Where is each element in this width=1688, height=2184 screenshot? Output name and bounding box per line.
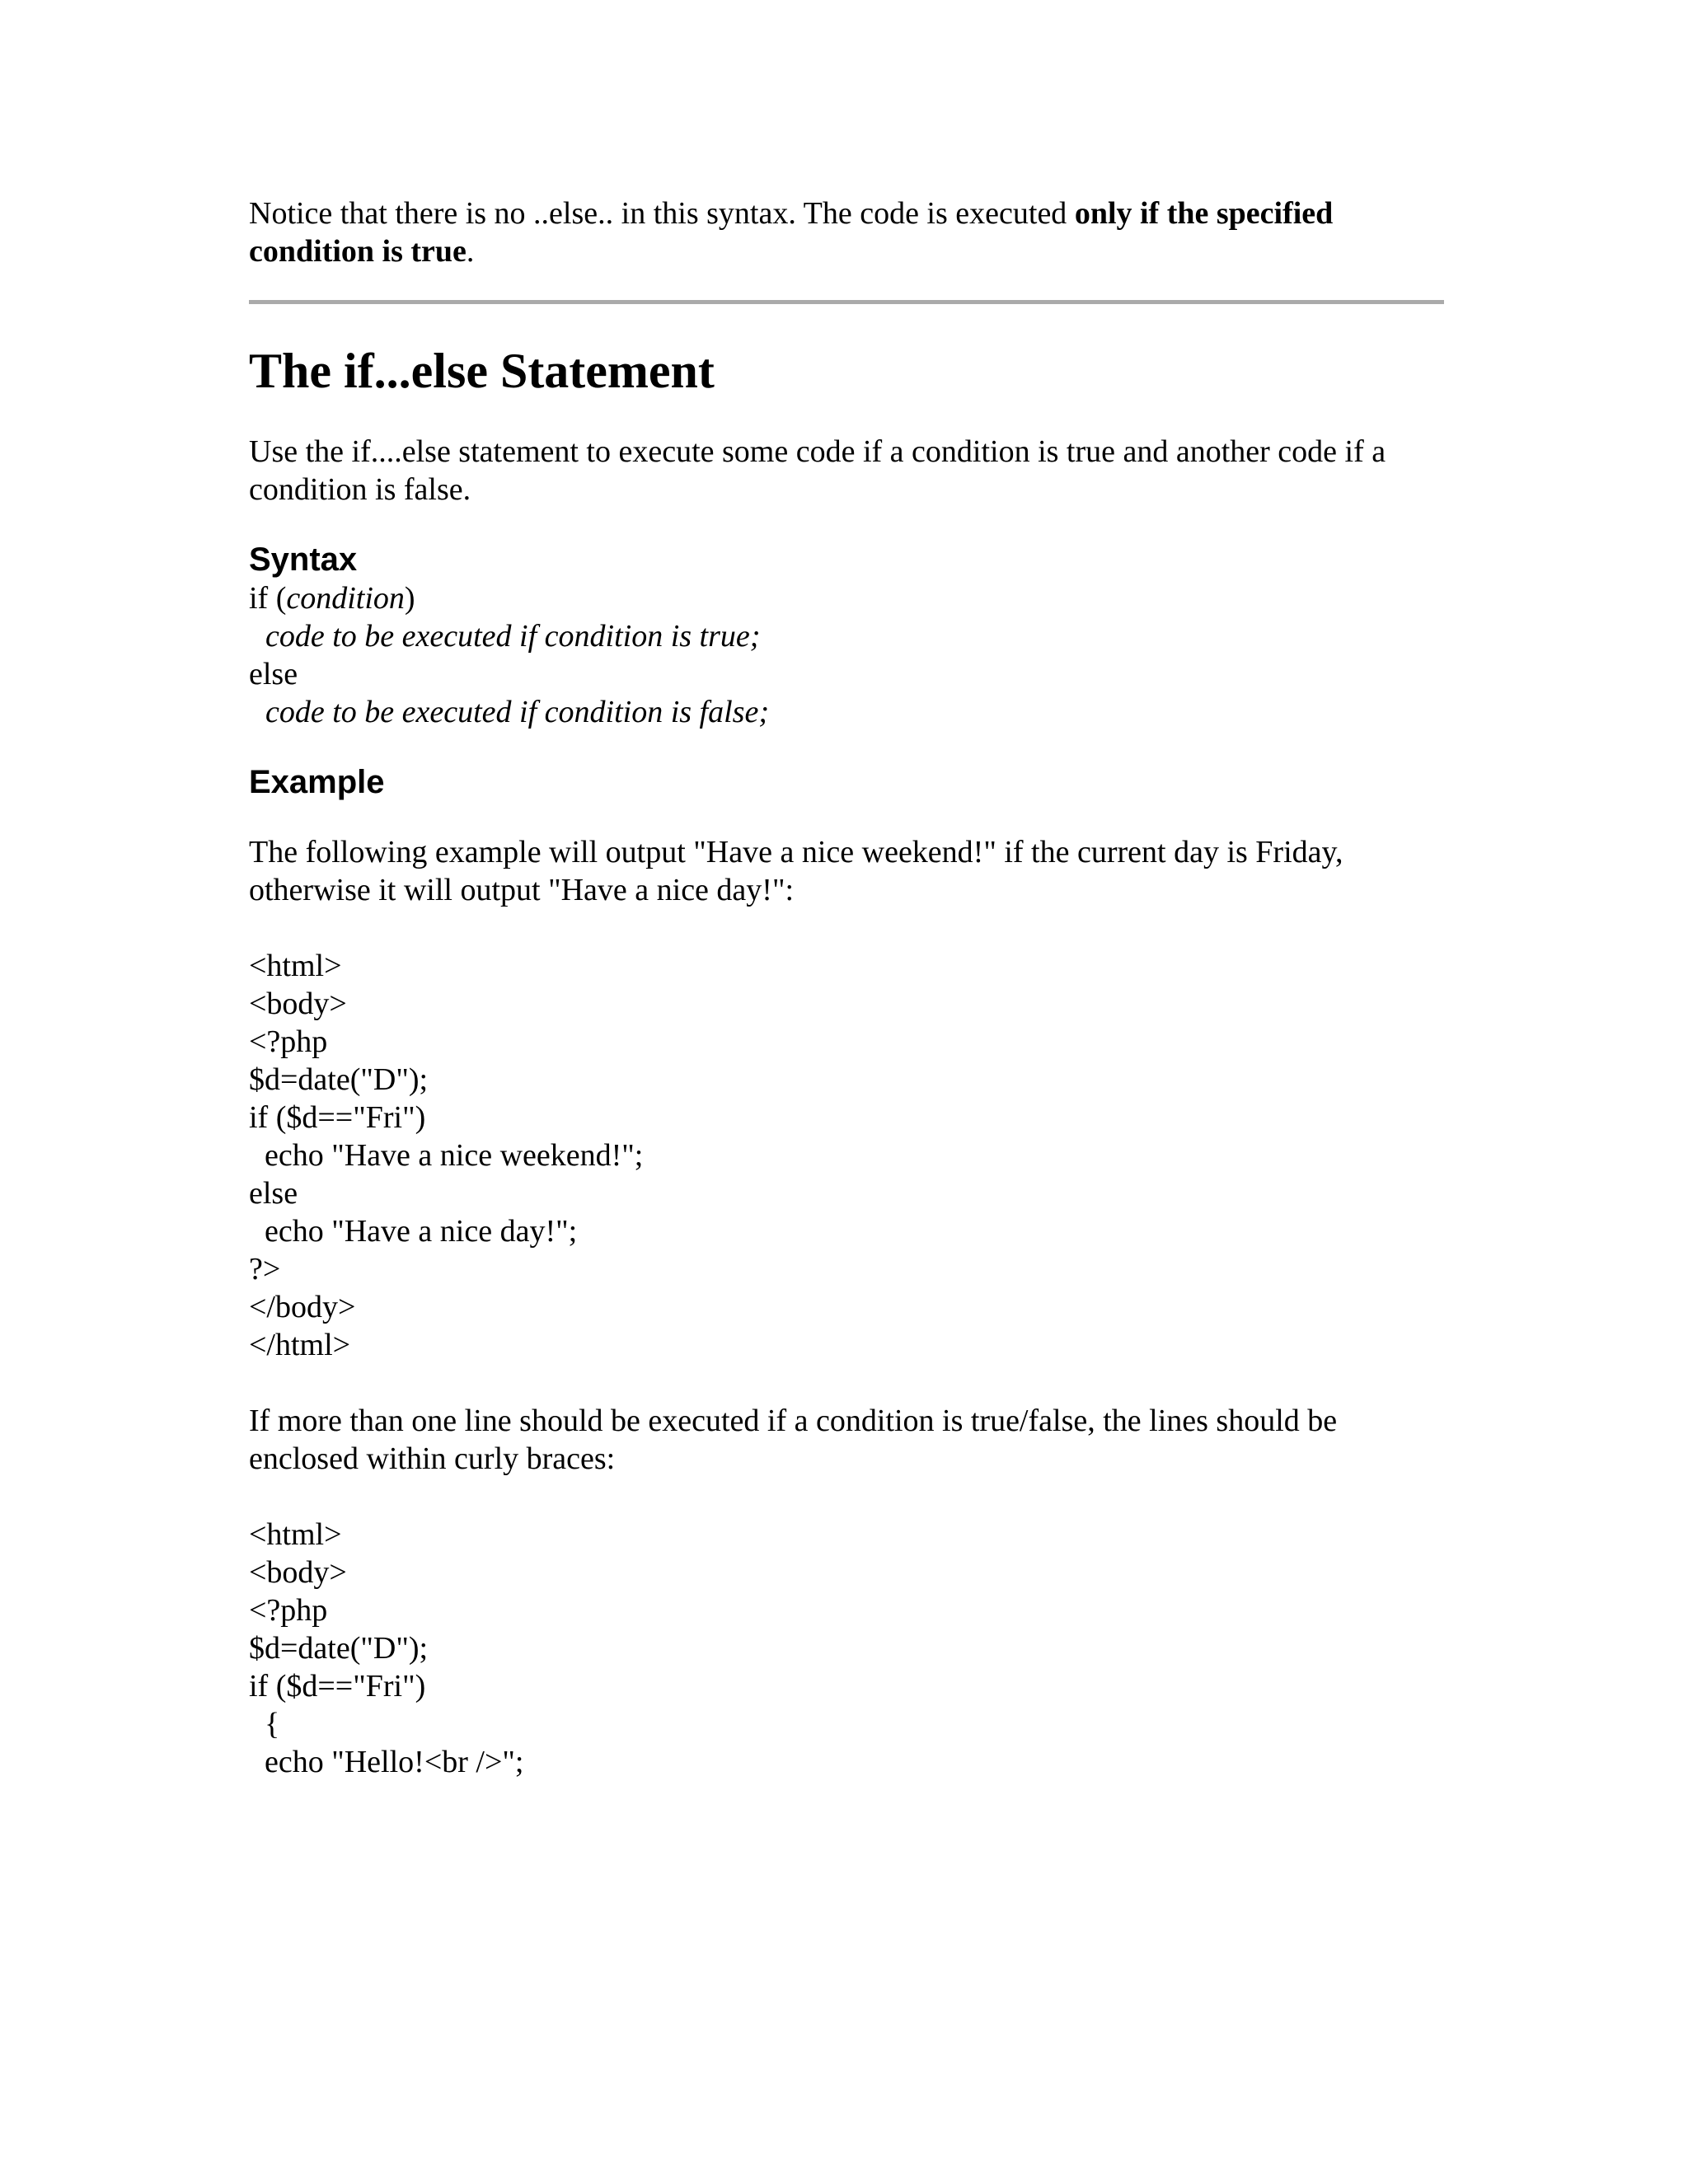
code-block-1: [249, 947, 1444, 1364]
notice-text: Notice that there is no ..else.. in this syntax. The code is executed: [249, 196, 1075, 231]
code-line: $d=date("D");: [249, 1631, 429, 1666]
spacer: [249, 1478, 1444, 1516]
code-line: if ($d=="Fri"): [249, 1669, 426, 1704]
syntax-condition: condition: [286, 581, 405, 616]
code-line: <body>: [249, 1555, 347, 1590]
code-line: if ($d=="Fri"): [249, 1100, 426, 1135]
horizontal-rule: [249, 300, 1444, 304]
notice-end: .: [466, 234, 475, 269]
code-line: </html>: [249, 1328, 351, 1362]
syntax-heading: Syntax: [249, 541, 358, 578]
code-line: else: [249, 1176, 298, 1211]
syntax-line: [249, 617, 1444, 655]
code-block-2: [249, 1516, 1444, 1781]
code-line: echo "Have a nice weekend!";: [249, 1138, 644, 1173]
spacer: [249, 909, 1444, 947]
syntax-false-code: code to be executed if condition is false;: [265, 695, 769, 729]
syntax-true-code: code to be executed if condition is true;: [265, 619, 761, 654]
syntax-block: [249, 579, 1444, 731]
syntax-line: [249, 693, 1444, 731]
section-title: The if...else Statement: [249, 344, 715, 398]
code-line: <?php: [249, 1593, 328, 1628]
code-line: echo "Have a nice day!";: [249, 1214, 578, 1249]
code-line: $d=date("D");: [249, 1062, 429, 1097]
spacer: [249, 1364, 1444, 1402]
code-line: ?>: [249, 1252, 281, 1286]
code-line: <?php: [249, 1024, 328, 1059]
notice-bold: only if the specified condition is true: [249, 196, 1334, 269]
document-page: [249, 194, 1444, 1781]
code-line: <body>: [249, 987, 347, 1021]
notice-paragraph: [249, 194, 1444, 270]
example-description: The following example will output "Have a nice weekend!" if the current day is Friday, otherwise it will output "Have a nice day!":: [249, 835, 1343, 907]
syntax-line: [249, 579, 1444, 617]
example-heading: Example: [249, 764, 385, 800]
code-line: </body>: [249, 1290, 356, 1324]
syntax-if: if (: [249, 581, 287, 616]
code-line: {: [249, 1707, 280, 1741]
syntax-line: else: [249, 657, 298, 691]
code-line: <html>: [249, 949, 342, 983]
syntax-paren: ): [404, 581, 415, 616]
multiline-description: If more than one line should be executed if a condition is true/false, the lines should be enclosed within curly braces:: [249, 1404, 1338, 1476]
code-line: echo "Hello!<br />";: [249, 1745, 524, 1779]
code-line: <html>: [249, 1517, 342, 1552]
section-intro: Use the if....else statement to execute some code if a condition is true and another code if a condition is false.: [249, 434, 1386, 507]
